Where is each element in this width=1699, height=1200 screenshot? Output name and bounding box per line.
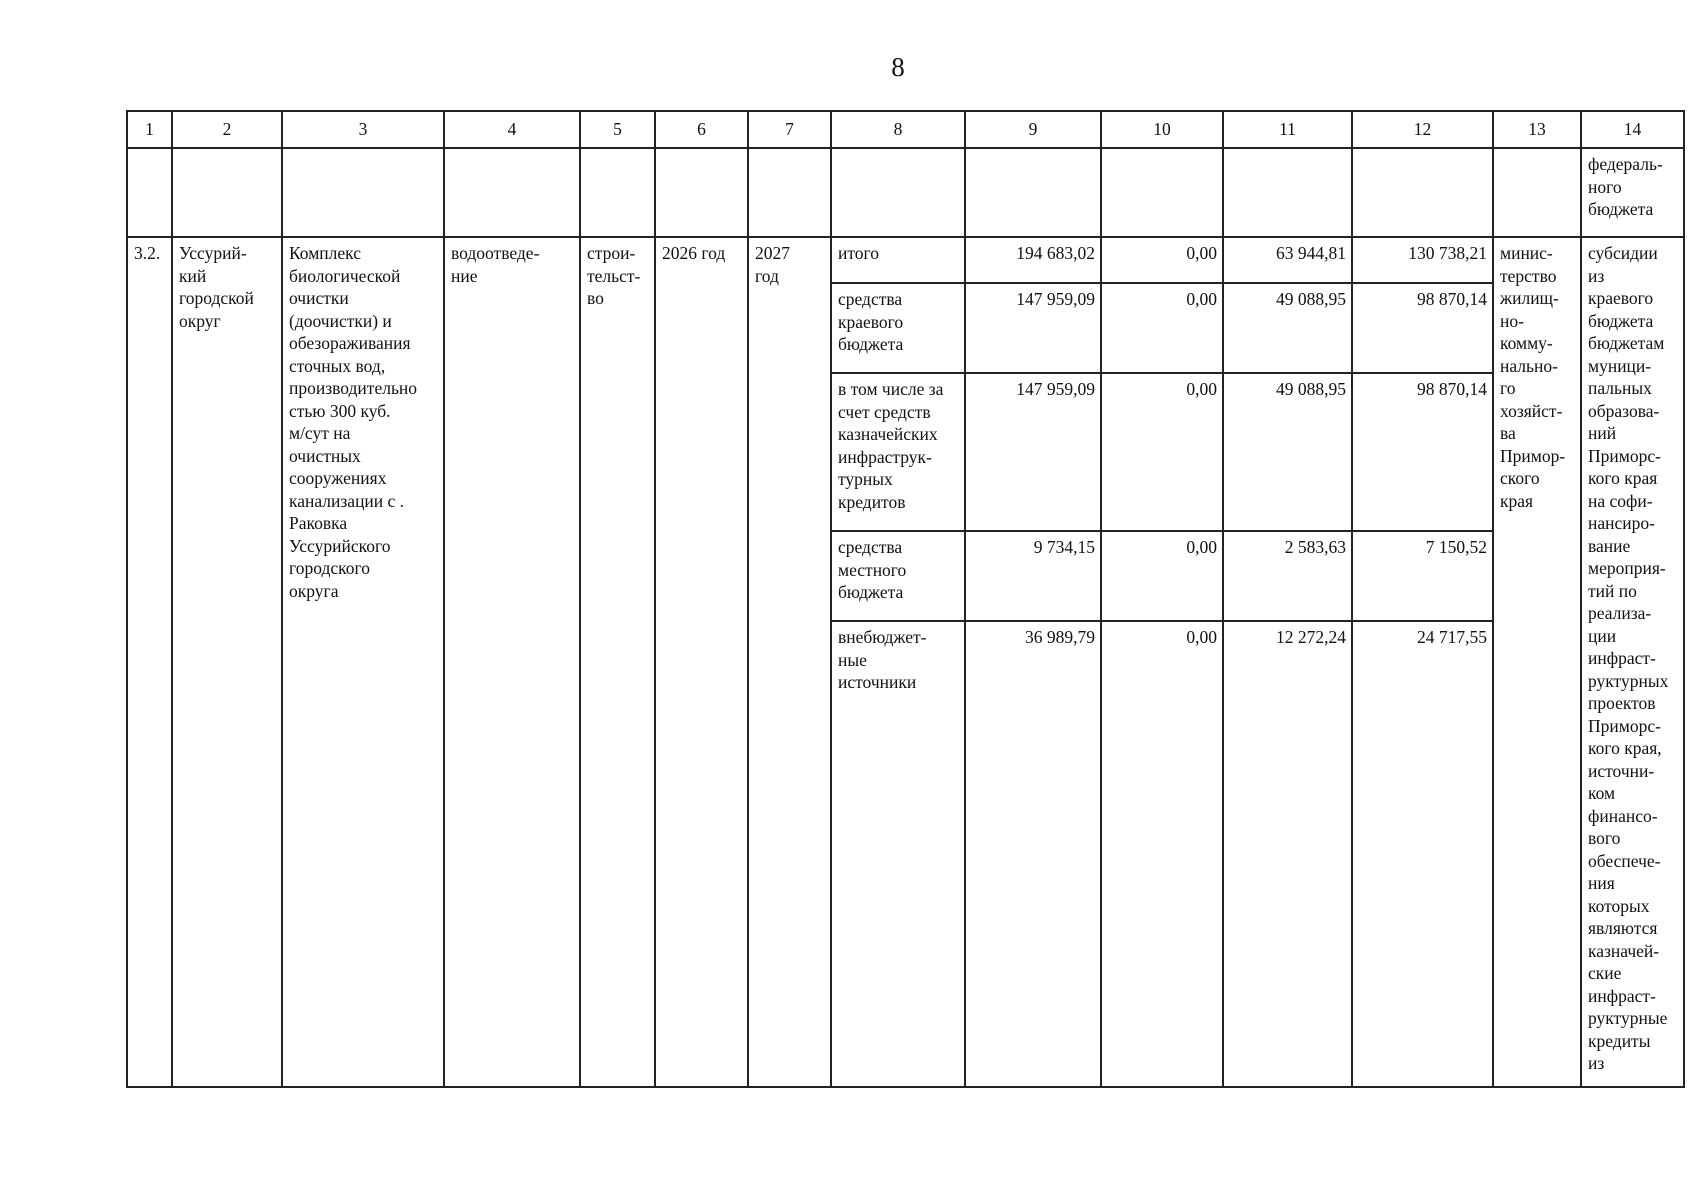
object-name-cell: Комплекс биологической очистки (доочистки) и обезораживания сточных вод, производительно стью 300 куб. м/сут на очистных сооружениях канализации с . Раковка Уссурийского городского округа bbox=[282, 237, 444, 1087]
value-cell: 49 088,95 bbox=[1223, 373, 1352, 531]
header-cell: 13 bbox=[1493, 111, 1581, 148]
value-cell: 2 583,63 bbox=[1223, 531, 1352, 621]
header-cell: 2 bbox=[172, 111, 282, 148]
source-label-cell: итого bbox=[831, 237, 965, 283]
header-cell: 10 bbox=[1101, 111, 1223, 148]
value-cell: 98 870,14 bbox=[1352, 283, 1493, 373]
source-label-cell: средства краевого бюджета bbox=[831, 283, 965, 373]
value-cell: 0,00 bbox=[1101, 621, 1223, 1087]
header-cell: 7 bbox=[748, 111, 831, 148]
ministry-cell: минис- терство жилищ- но- комму- нально- го хозяйст- ва Примор- ского края bbox=[1493, 237, 1581, 1087]
header-cell: 3 bbox=[282, 111, 444, 148]
value-cell: 0,00 bbox=[1101, 531, 1223, 621]
source-label-cell: средства местного бюджета bbox=[831, 531, 965, 621]
value-cell: 130 738,21 bbox=[1352, 237, 1493, 283]
value-cell: 0,00 bbox=[1101, 237, 1223, 283]
page-number: 8 bbox=[891, 52, 905, 82]
header-cell: 6 bbox=[655, 111, 748, 148]
header-cell: 1 bbox=[127, 111, 172, 148]
value-cell: 194 683,02 bbox=[965, 237, 1101, 283]
header-cell: 8 bbox=[831, 111, 965, 148]
value-cell: 7 150,52 bbox=[1352, 531, 1493, 621]
work-type-cell: строи- тельст- во bbox=[580, 237, 655, 1087]
value-cell: 24 717,55 bbox=[1352, 621, 1493, 1087]
header-cell: 14 bbox=[1581, 111, 1684, 148]
source-label-cell: внебюджет- ные источники bbox=[831, 621, 965, 1087]
header-cell: 9 bbox=[965, 111, 1101, 148]
value-cell: 0,00 bbox=[1101, 373, 1223, 531]
start-year-cell: 2026 год bbox=[655, 237, 748, 1087]
table-row bbox=[127, 237, 1684, 283]
continuation-row bbox=[127, 148, 1684, 237]
value-cell: 12 272,24 bbox=[1223, 621, 1352, 1087]
header-cell: 4 bbox=[444, 111, 580, 148]
header-cell: 11 bbox=[1223, 111, 1352, 148]
header-cell: 12 bbox=[1352, 111, 1493, 148]
value-cell: 63 944,81 bbox=[1223, 237, 1352, 283]
continuation-note-cell: федераль- ного бюджета bbox=[1581, 148, 1684, 237]
sector-cell: водоотведе- ние bbox=[444, 237, 580, 1087]
end-year-cell: 2027 год bbox=[748, 237, 831, 1087]
value-cell: 9 734,15 bbox=[965, 531, 1101, 621]
column-number-row bbox=[127, 111, 1684, 148]
value-cell: 49 088,95 bbox=[1223, 283, 1352, 373]
value-cell: 98 870,14 bbox=[1352, 373, 1493, 531]
value-cell: 147 959,09 bbox=[965, 283, 1101, 373]
note-cell: субсидии из краевого бюджета бюджетам муници- пальных образова- ний Приморс- кого края на софи- нансиро- вание мероприя- тий по реализа- ции инфраст- руктурных проектов Приморс- кого края, источни- ком финансо- вого обеспече- ния которых являются казначей- ские инфраст- руктурные кредиты из bbox=[1581, 237, 1684, 1087]
value-cell: 147 959,09 bbox=[965, 373, 1101, 531]
municipality-cell: Уссурий- кий городской округ bbox=[172, 237, 282, 1087]
value-cell: 0,00 bbox=[1101, 283, 1223, 373]
header-cell: 5 bbox=[580, 111, 655, 148]
budget-table bbox=[126, 110, 1685, 1088]
source-label-cell: в том числе за счет средств казначейских инфраструк- турных кредитов bbox=[831, 373, 965, 531]
value-cell: 36 989,79 bbox=[965, 621, 1101, 1087]
row-number-cell: 3.2. bbox=[127, 237, 172, 1087]
